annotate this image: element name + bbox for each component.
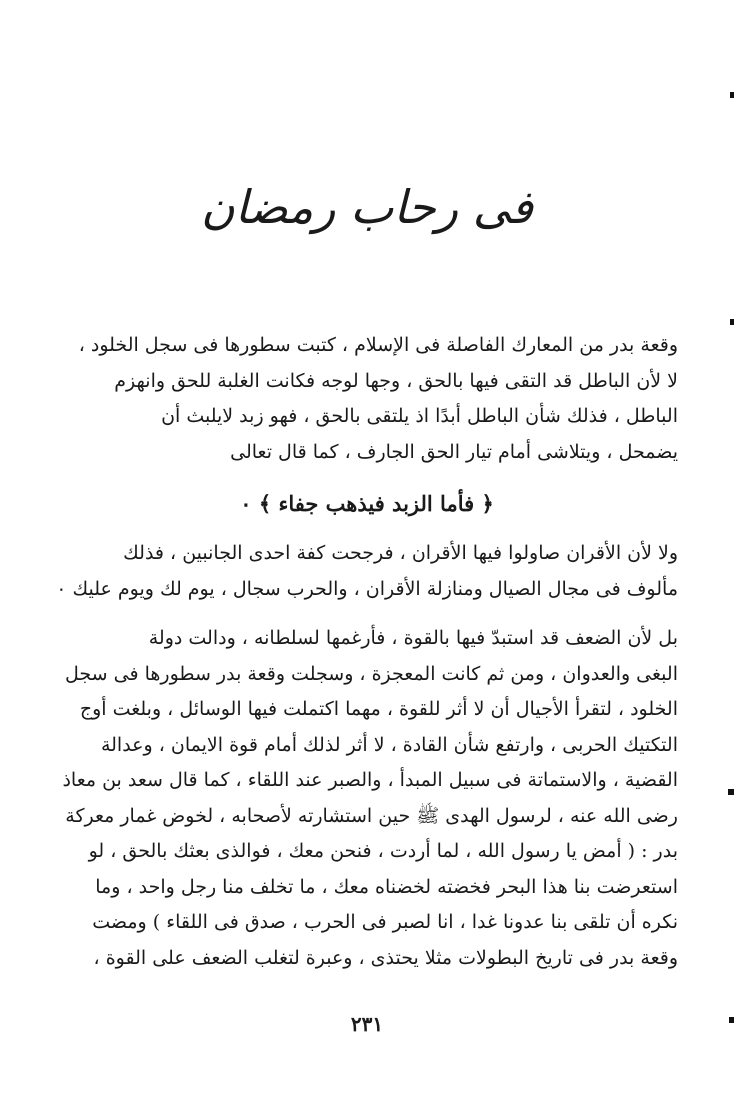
- text-line: البغى والعدوان ، ومن ثم كانت المعجزة ، وسجلت وقعة بدر سطورها فى سجل: [65, 662, 678, 685]
- scan-edge-mark: [729, 1017, 734, 1023]
- text-line: التكتيك الحربى ، وارتفع شأن القادة ، لا أثر لذلك أمام قوة الايمان ، وعدالة: [100, 733, 678, 756]
- scan-edge-mark: [730, 92, 734, 98]
- text-line: وقعة بدر فى تاريخ البطولات مثلا يحتذى ، وعبرة لتغلب الضعف على القوة ،: [93, 946, 678, 969]
- quran-quote: ﴿ فأما الزبد فيذهب جفاء ﴾ ٠: [240, 491, 494, 516]
- paragraph-3: [60, 621, 678, 976]
- text-line: يضمحل ، ويتلاشى أمام تيار الحق الجارف ، كما قال تعالى: [230, 440, 678, 463]
- text-line: وقعة بدر من المعارك الفاصلة فى الإسلام ، كتبت سطورها فى سجل الخلود ،: [78, 334, 678, 356]
- text-line: استعرضت بنا هذا البحر فخضته لخضناه معك ، ما تخلف منا رجل واحد ، وما: [95, 875, 678, 898]
- paragraph-2: [56, 536, 678, 607]
- text-line: رضى الله عنه ، لرسول الهدى ﷺ حين استشارته لأصحابه ، لخوض غمار معركة: [65, 804, 678, 827]
- text-line: نكره أن تلقى بنا عدونا غدا ، انا لصبر فى الحرب ، صدق فى اللقاء ) ومضت: [92, 911, 678, 933]
- text-line: الباطل ، فذلك شأن الباطل أبدًا اذ يلتقى بالحق ، فهو زبد لايلبث أن: [161, 405, 678, 427]
- scan-edge-mark: [728, 789, 734, 795]
- text-line: مألوف فى مجال الصيال ومنازلة الأقران ، والحرب سجال ، يوم لك ويوم عليك ٠: [56, 577, 678, 600]
- scan-edge-mark: [730, 319, 734, 325]
- paragraph-1: [60, 328, 678, 470]
- text-line: الخلود ، لتقرأ الأجيال أن لا أثر للقوة ، مهما اكتملت فيها الوسائل ، وبلغت أوج: [79, 698, 678, 720]
- text-line: لا لأن الباطل قد التقى فيها بالحق ، وجها لوجه فكانت الغلبة للحق وانهزم: [114, 369, 678, 392]
- text-line: ولا لأن الأقران صاولوا فيها الأقران ، فرجحت كفة احدى الجانبين ، فذلك: [123, 542, 678, 564]
- text-line: بل لأن الضعف قد استبدّ فيها بالقوة ، فأرغمها لسلطانه ، ودالت دولة: [148, 627, 678, 649]
- text-line: القضية ، والاستماتة فى سبيل المبدأ ، والصبر عند اللقاء ، كما قال سعد بن معاذ: [62, 769, 678, 791]
- text-line: بدر : ( أمض يا رسول الله ، لما أردت ، فنحن معك ، فوالذى بعثك بالحق ، لو: [88, 840, 678, 862]
- chapter-title: فى رحاب رمضان: [200, 180, 534, 234]
- page-number: ٢٣١: [350, 1012, 384, 1036]
